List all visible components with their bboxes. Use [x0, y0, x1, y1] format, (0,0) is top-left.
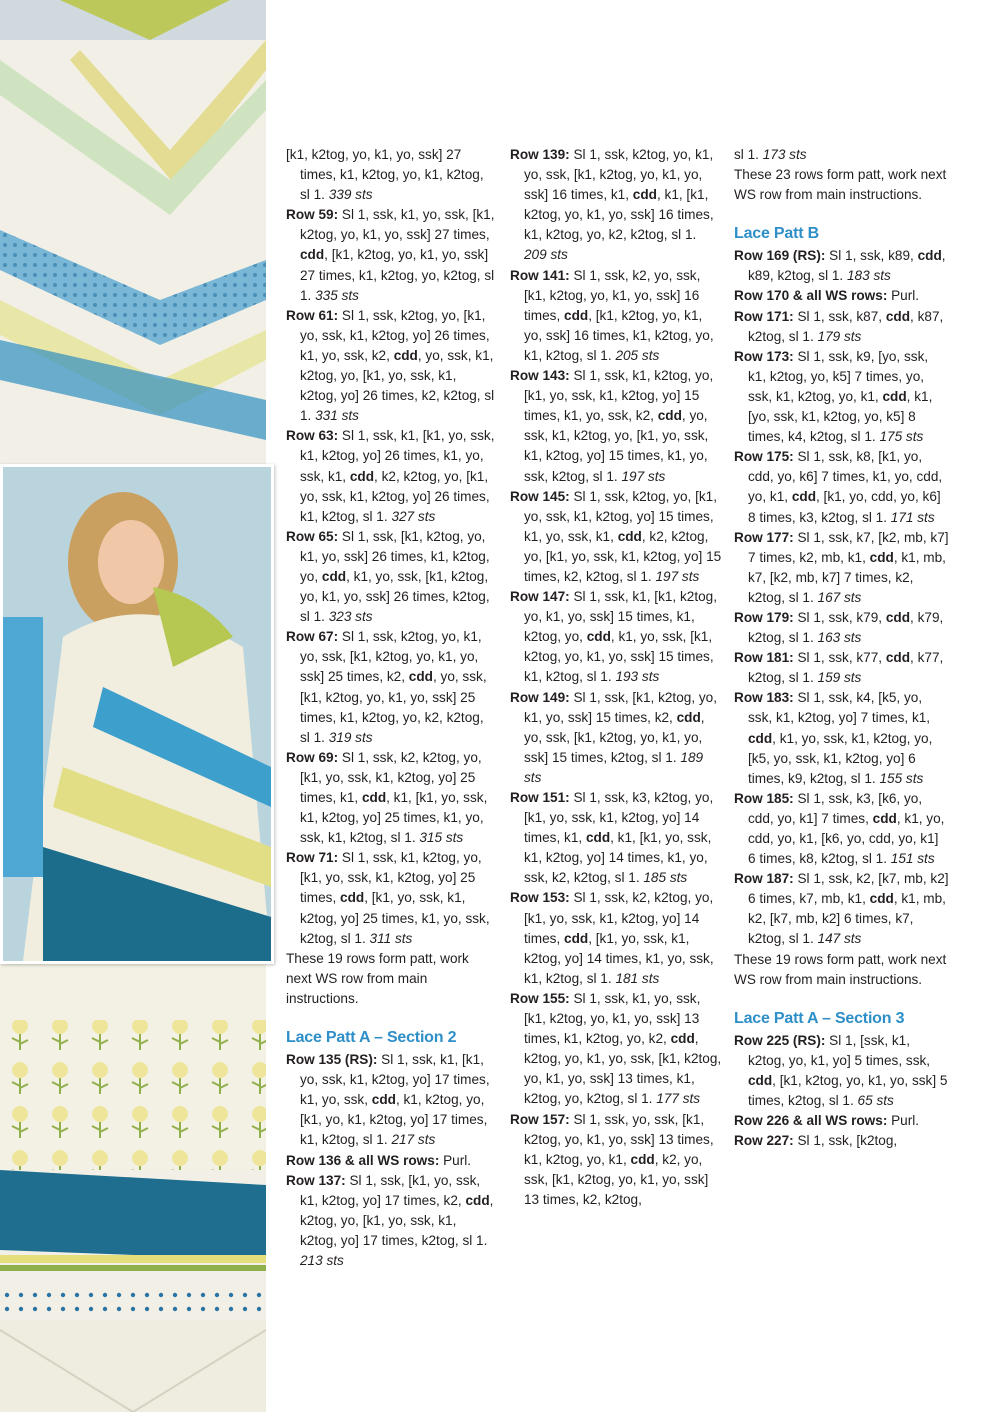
- row-label: Row 181:: [734, 650, 794, 666]
- pattern-row: [734, 608, 949, 648]
- pattern-row: [510, 989, 722, 1110]
- section-heading: Lace Patt A – Section 3: [734, 1009, 905, 1027]
- row-text: Sl 1, ssk, k2, k2tog, yo, [k1, yo, ssk, k1, k2tog, yo] 14 times,: [524, 890, 714, 946]
- row-text: , k1, mb, k2, [k7, mb, k2] 6 times, k7, k2tog, sl 1.: [748, 891, 946, 947]
- stitch-count: 197 sts: [621, 468, 666, 484]
- cdd-abbrev: cdd: [371, 1092, 396, 1108]
- row-text: , k2tog, yo, [k1, yo, ssk, k1, k2tog, yo] 17 times, k2tog, sl 1.: [300, 1192, 494, 1248]
- stitch-count: 173 sts: [762, 147, 807, 162]
- row-text: , yo, ssk, k1, k2tog, yo, [k1, yo, ssk, k1, k2tog, yo] 26 times, k2, k2tog, sl 1.: [300, 347, 495, 424]
- stitch-count: 155 sts: [879, 770, 924, 786]
- row-text: Sl 1, ssk, k9, [yo, ssk, k1, k2tog, yo, k5] 7 times, yo, ssk, k1, k2tog, yo, k1,: [748, 348, 929, 404]
- pattern-row: [734, 246, 949, 286]
- row-label: Row 179:: [734, 609, 794, 625]
- pattern-note: These 19 rows form patt, work next WS row from main instructions.: [734, 951, 947, 987]
- pattern-row: [510, 587, 722, 687]
- pattern-row: [286, 306, 496, 427]
- row-text: Purl.: [887, 288, 920, 304]
- instructions-column-2: [510, 145, 722, 1210]
- row-label: Row 136 & all WS rows:: [286, 1152, 440, 1168]
- row-text: , k2, k2tog, yo, [k1, yo, ssk, k1, k2tog, yo] 26 times, k1, k2tog, sl 1.: [300, 468, 490, 524]
- row-text: Sl 1, [ssk, k1, k2tog, yo, k1, yo] 5 times, ssk,: [748, 1032, 931, 1068]
- pattern-row: [734, 347, 949, 447]
- cdd-abbrev: cdd: [300, 247, 325, 263]
- section-heading: Lace Patt B: [734, 225, 819, 243]
- stitch-count: 177 sts: [656, 1091, 701, 1107]
- cdd-abbrev: cdd: [361, 790, 387, 805]
- pattern-row: [286, 748, 496, 848]
- instructions-column-3: [734, 145, 949, 1151]
- pattern-row: [510, 688, 722, 788]
- row-label: Row 153:: [510, 890, 570, 906]
- row-label: Row 59:: [286, 207, 339, 223]
- row-text: , k1, k2tog, yo, [k1, yo, k1, k2tog, yo] 17 times, k1, k2tog, sl 1.: [300, 1092, 488, 1148]
- row-text: , k2, yo, ssk, [k1, k2tog, yo, k1, yo, ssk] 13 times, k2, k2tog,: [524, 1151, 709, 1207]
- cdd-abbrev: cdd: [869, 891, 894, 907]
- row-label: Row 141:: [510, 267, 570, 283]
- stitch-count: 163 sts: [817, 630, 862, 646]
- stitch-count: 185 sts: [643, 870, 688, 886]
- row-label: Row 170 & all WS rows:: [734, 288, 888, 304]
- row-label: Row 187:: [734, 871, 794, 887]
- row-text: , k1, yo, cdd, yo, k1, [k6, yo, cdd, yo, k1] 6 times, k8, k2tog, sl 1.: [748, 810, 945, 867]
- cdd-abbrev: cdd: [885, 308, 911, 324]
- pattern-row: [286, 426, 496, 526]
- pattern-row: [286, 1171, 496, 1271]
- stitch-count: 151 sts: [890, 851, 935, 867]
- row-text: , yo, ssk, [k1, k2tog, yo, k1, yo, ssk] 15 times, k2tog, sl 1.: [524, 709, 705, 765]
- pattern-row: [286, 848, 496, 948]
- pattern-row: [734, 1131, 949, 1151]
- cdd-abbrev: cdd: [321, 568, 347, 584]
- row-label: Row 173:: [734, 348, 794, 364]
- stitch-count: 193 sts: [615, 669, 660, 685]
- pattern-row: [734, 307, 949, 347]
- pattern-row: [286, 1050, 496, 1150]
- pattern-row: [734, 688, 949, 788]
- row-label: Row 226 & all WS rows:: [734, 1113, 888, 1129]
- row-text: Sl 1, ssk, k2, yo, ssk, [k1, k2tog, yo, k1, yo, ssk] 16 times,: [524, 267, 701, 323]
- stitch-count: 205 sts: [615, 347, 660, 363]
- row-text: , k2tog, yo, k1, yo, ssk, [k1, k2tog, yo, k1, yo, ssk] 13 times, k1, k2tog, yo, k2tog, sl 1.: [524, 1031, 722, 1107]
- row-text: Sl 1, ssk, k87,: [793, 308, 886, 324]
- cdd-abbrev: cdd: [869, 549, 894, 565]
- stitch-count: 197 sts: [655, 568, 700, 584]
- row-text: , k2, k2tog, yo, [k1, yo, ssk, k1, k2tog, yo] 15 times, k2, k2tog, sl 1.: [524, 528, 722, 584]
- cdd-abbrev: cdd: [465, 1192, 490, 1208]
- row-label: Row 155:: [510, 990, 570, 1006]
- row-label: Row 171:: [734, 308, 794, 324]
- stitch-count: 319 sts: [328, 729, 373, 745]
- model-wearing-shawl-illustration: [3, 467, 271, 961]
- cdd-abbrev: cdd: [917, 248, 942, 264]
- row-label: Row 71:: [286, 850, 339, 866]
- pattern-row: [510, 1110, 722, 1210]
- row-text: , k77, k2tog, sl 1.: [748, 650, 944, 686]
- cdd-abbrev: cdd: [632, 187, 657, 203]
- stitch-count: 339 sts: [328, 187, 373, 203]
- row-text: Purl.: [439, 1152, 472, 1168]
- row-label: Row 183:: [734, 690, 794, 706]
- stitch-count: 213 sts: [300, 1252, 344, 1268]
- stitch-count: 65 sts: [857, 1093, 894, 1109]
- stitch-count: 179 sts: [817, 328, 862, 344]
- cdd-abbrev: cdd: [657, 408, 682, 424]
- pattern-row: [734, 1031, 949, 1111]
- stitch-count: 175 sts: [879, 429, 924, 445]
- row-text: [k1, k2tog, yo, k1, yo, ssk] 27 times, k1, k2tog, yo, k1, k2tog, sl 1.: [286, 147, 484, 203]
- row-label: Row 67:: [286, 629, 339, 645]
- pattern-row: [734, 1111, 949, 1131]
- cdd-abbrev: cdd: [564, 930, 589, 946]
- row-label: Row 63:: [286, 428, 339, 444]
- row-text: , k1, [yo, ssk, k1, k2tog, yo, k5] 8 times, k4, k2tog, sl 1.: [748, 388, 933, 445]
- pattern-row: [510, 145, 722, 266]
- stitch-count: 315 sts: [419, 830, 464, 846]
- row-text: Sl 1, ssk, k89,: [825, 248, 918, 264]
- row-text: sl 1.: [734, 147, 763, 162]
- row-label: Row 65:: [286, 528, 339, 544]
- pattern-row: [734, 447, 949, 527]
- stitch-count: 147 sts: [817, 931, 862, 947]
- stitch-count: 311 sts: [369, 930, 413, 946]
- row-text: Sl 1, ssk, [k1, k2tog, yo, k1, yo, ssk] 15 times, k2,: [524, 689, 718, 725]
- pattern-row: [510, 888, 722, 988]
- row-text: Purl.: [887, 1113, 920, 1129]
- stitch-count: 331 sts: [315, 408, 359, 424]
- row-text: , [k1, k2tog, yo, k1, yo, ssk] 16 times, k1, k2tog, yo, k1, k2tog, sl 1.: [524, 307, 714, 363]
- stitch-count: 167 sts: [817, 589, 862, 605]
- row-text: Sl 1, ssk, k77,: [793, 650, 886, 666]
- cdd-abbrev: cdd: [586, 629, 611, 645]
- row-label: Row 225 (RS):: [734, 1032, 826, 1048]
- row-label: Row 135 (RS):: [286, 1052, 378, 1068]
- row-text: , k79, k2tog, sl 1.: [748, 609, 944, 646]
- row-text: Sl 1, ssk, k8, [k1, yo, cdd, yo, k6] 7 times, k1, yo, cdd, yo, k1,: [748, 449, 943, 505]
- row-text: Sl 1, ssk, k4, [k5, yo, ssk, k1, k2tog, yo] 7 times, k1,: [748, 690, 931, 726]
- row-text: Sl 1, ssk, k2tog, yo, [k1, yo, ssk, k1, k2tog, yo] 26 times, k1, yo, ssk, k2,: [300, 307, 490, 363]
- pattern-row: [286, 627, 496, 748]
- row-label: Row 227:: [734, 1133, 794, 1149]
- row-text: , [k1, yo, cdd, yo, k6] 8 times, k3, k2tog, sl 1.: [748, 489, 941, 525]
- row-label: Row 169 (RS):: [734, 248, 826, 264]
- row-label: Row 69:: [286, 749, 339, 765]
- pattern-row: [734, 648, 949, 688]
- row-label: Row 139:: [510, 147, 570, 162]
- row-label: Row 61:: [286, 307, 339, 323]
- row-text: , [k1, yo, ssk, k1, k2tog, yo] 14 times, k1, yo, ssk, k1, k2tog, sl 1.: [524, 930, 714, 986]
- stitch-count: 323 sts: [328, 609, 373, 625]
- row-text: Sl 1, ssk, yo, ssk, [k1, k2tog, yo, k1, yo, ssk] 13 times, k1, k2tog, yo, k1,: [524, 1111, 714, 1167]
- row-text: , k1, yo, ssk, [k1, k2tog, yo, k1, yo, ssk] 15 times, k1, k2tog, sl 1.: [524, 629, 714, 685]
- pattern-row: [286, 527, 496, 627]
- row-text: , k1, [k1, yo, ssk, k1, k2tog, yo] 14 times, k1, yo, ssk, k2, k2tog, sl 1.: [524, 830, 712, 886]
- cdd-abbrev: cdd: [748, 1072, 773, 1088]
- cdd-abbrev: cdd: [630, 1151, 655, 1167]
- cdd-abbrev: cdd: [617, 528, 642, 544]
- row-text: Sl 1, ssk, [k2tog,: [793, 1133, 898, 1149]
- row-text: Sl 1, ssk, k1, k2tog, yo, [k1, yo, ssk, k1, k2tog, yo] 15 times, k1, yo, ssk, k2,: [524, 368, 714, 424]
- pattern-row: [734, 789, 949, 869]
- row-text: , k1, yo, ssk, [k1, k2tog, yo, k1, yo, ssk] 26 times, k2tog, sl 1.: [300, 568, 490, 625]
- stitch-count: 171 sts: [890, 509, 935, 525]
- cdd-abbrev: cdd: [885, 609, 911, 625]
- row-text: Sl 1, ssk, k2, k2tog, yo, [k1, yo, ssk, k1, k2tog, yo] 25 times, k1,: [300, 749, 482, 805]
- cdd-abbrev: cdd: [564, 307, 589, 323]
- pattern-row: [510, 487, 722, 587]
- cdd-abbrev: cdd: [340, 890, 365, 906]
- row-text: Sl 1, ssk, k2tog, yo, [k1, yo, ssk, k1, k2tog, yo] 15 times, k1, yo, ssk, k1,: [524, 488, 718, 544]
- row-text: , [k1, k2tog, yo, k1, yo, ssk] 5 times, k2tog, sl 1.: [748, 1072, 948, 1109]
- pattern-row: [286, 145, 496, 205]
- row-text: Sl 1, ssk, k2, [k7, mb, k2] 6 times, k7, mb, k1,: [748, 871, 949, 907]
- row-text: , [k1, yo, ssk, k1, k2tog, yo] 25 times, k1, yo, ssk, k2tog, sl 1.: [300, 890, 490, 946]
- row-label: Row 157:: [510, 1111, 570, 1127]
- pattern-row: [734, 528, 949, 608]
- stitch-count: 217 sts: [391, 1132, 436, 1148]
- section-heading: Lace Patt A – Section 2: [286, 1029, 457, 1047]
- stitch-count: 181 sts: [615, 970, 660, 986]
- pattern-row: [734, 286, 949, 306]
- cdd-abbrev: cdd: [748, 730, 773, 746]
- row-text: Sl 1, ssk, k1, [k1, yo, ssk, k1, k2tog, yo] 17 times, k1, yo, ssk,: [300, 1052, 490, 1108]
- row-text: , k87, k2tog, sl 1.: [748, 308, 944, 344]
- pattern-row: [286, 205, 496, 305]
- pattern-row: [286, 1151, 496, 1171]
- cdd-abbrev: cdd: [791, 489, 816, 505]
- pattern-row: [510, 788, 722, 888]
- row-text: , yo, ssk, k1, k2tog, yo, [k1, yo, ssk, k1, k2tog, yo] 15 times, k1, yo, ssk, k2tog, sl 1.: [524, 408, 709, 484]
- pattern-note: These 23 rows form patt, work next WS row from main instructions.: [734, 167, 947, 203]
- stitch-count: 335 sts: [315, 287, 359, 303]
- cdd-abbrev: cdd: [349, 468, 375, 484]
- row-label: Row 185:: [734, 790, 794, 806]
- row-label: Row 177:: [734, 529, 794, 545]
- row-text: Sl 1, ssk, k1, [k1, yo, ssk, k1, k2tog, yo] 26 times, k1, yo, ssk, k1,: [300, 428, 495, 484]
- instructions-column-1: [286, 145, 496, 1271]
- row-text: Sl 1, ssk, k7, [k2, mb, k7] 7 times, k2, mb, k1,: [748, 529, 949, 565]
- row-text: , k1, [k1, yo, ssk, k1, k2tog, yo] 25 times, k1, yo, ssk, k1, k2tog, sl 1.: [300, 790, 488, 846]
- row-label: Row 145:: [510, 488, 570, 504]
- cdd-abbrev: cdd: [408, 669, 433, 685]
- cdd-abbrev: cdd: [872, 810, 897, 826]
- row-text: Sl 1, ssk, k1, [k1, k2tog, yo, k1, yo, ssk] 15 times, k1, k2tog, yo,: [524, 589, 718, 645]
- stitch-count: 183 sts: [847, 268, 891, 284]
- row-text: , k89, k2tog, sl 1.: [748, 248, 946, 284]
- row-text: Sl 1, ssk, k1, k2tog, yo, [k1, yo, ssk, k1, k2tog, yo] 25 times,: [300, 850, 482, 906]
- pattern-row: [510, 266, 722, 366]
- pattern-row: [734, 869, 949, 949]
- row-text: , yo, ssk, [k1, k2tog, yo, k1, yo, ssk] 25 times, k1, k2tog, yo, k2, k2tog, sl 1.: [300, 669, 487, 745]
- stitch-count: 159 sts: [817, 670, 862, 686]
- row-text: , [k1, k2tog, yo, k1, yo, ssk] 27 times, k1, k2tog, yo, k2tog, sl 1.: [300, 247, 495, 303]
- stitch-count: 327 sts: [391, 508, 436, 524]
- cdd-abbrev: cdd: [882, 388, 907, 404]
- cdd-abbrev: cdd: [670, 1031, 695, 1047]
- pattern-row: [510, 366, 722, 487]
- row-text: Sl 1, ssk, k2tog, yo, k1, yo, ssk, [k1, k2tog, yo, k1, yo, ssk] 16 times, k1,: [524, 147, 714, 203]
- row-text: Sl 1, ssk, k2tog, yo, k1, yo, ssk, [k1, k2tog, yo, k1, yo, ssk] 25 times, k2,: [300, 629, 482, 685]
- pattern-note: These 19 rows form patt, work next WS row from main instructions.: [286, 950, 469, 1006]
- cdd-abbrev: cdd: [885, 650, 911, 666]
- row-text: Sl 1, ssk, k3, k2tog, yo, [k1, yo, ssk, k1, k2tog, yo] 14 times, k1,: [524, 790, 714, 846]
- row-label: Row 137:: [286, 1172, 346, 1188]
- row-label: Row 147:: [510, 589, 570, 605]
- row-text: Sl 1, ssk, k1, yo, ssk, [k1, k2tog, yo, k1, yo, ssk] 27 times,: [300, 207, 495, 243]
- row-text: , k1, [k1, k2tog, yo, k1, yo, ssk] 16 times, k1, k2tog, yo, k2, k2tog, sl 1.: [524, 187, 714, 243]
- row-label: Row 151:: [510, 790, 570, 805]
- stitch-count: 189 sts: [524, 749, 704, 785]
- cdd-abbrev: cdd: [585, 830, 611, 846]
- row-text: Sl 1, ssk, k79,: [793, 609, 886, 625]
- row-label: Row 175:: [734, 449, 794, 465]
- stitch-count: 209 sts: [524, 247, 568, 263]
- pattern-row: [734, 145, 949, 165]
- model-photo: [0, 464, 274, 964]
- row-text: Sl 1, ssk, k3, [k6, yo, cdd, yo, k1] 7 times,: [748, 790, 923, 826]
- row-text: , k1, yo, ssk, k1, k2tog, yo, [k5, yo, ssk, k1, k2tog, yo] 6 times, k9, k2tog, sl 1.: [748, 730, 933, 786]
- row-label: Row 143:: [510, 368, 570, 384]
- row-label: Row 149:: [510, 689, 570, 705]
- cdd-abbrev: cdd: [393, 347, 418, 363]
- cdd-abbrev: cdd: [676, 709, 701, 725]
- row-text: Sl 1, ssk, [k1, k2tog, yo, k1, yo, ssk] 26 times, k1, k2tog, yo,: [300, 528, 490, 584]
- row-text: , k1, mb, k7, [k2, mb, k7] 7 times, k2, k2tog, sl 1.: [748, 549, 946, 605]
- row-text: Sl 1, ssk, k1, yo, ssk, [k1, k2tog, yo, k1, yo, ssk] 13 times, k1, k2tog, yo, k2,: [524, 990, 701, 1047]
- row-text: Sl 1, ssk, [k1, yo, ssk, k1, k2tog, yo] 17 times, k2,: [300, 1172, 481, 1208]
